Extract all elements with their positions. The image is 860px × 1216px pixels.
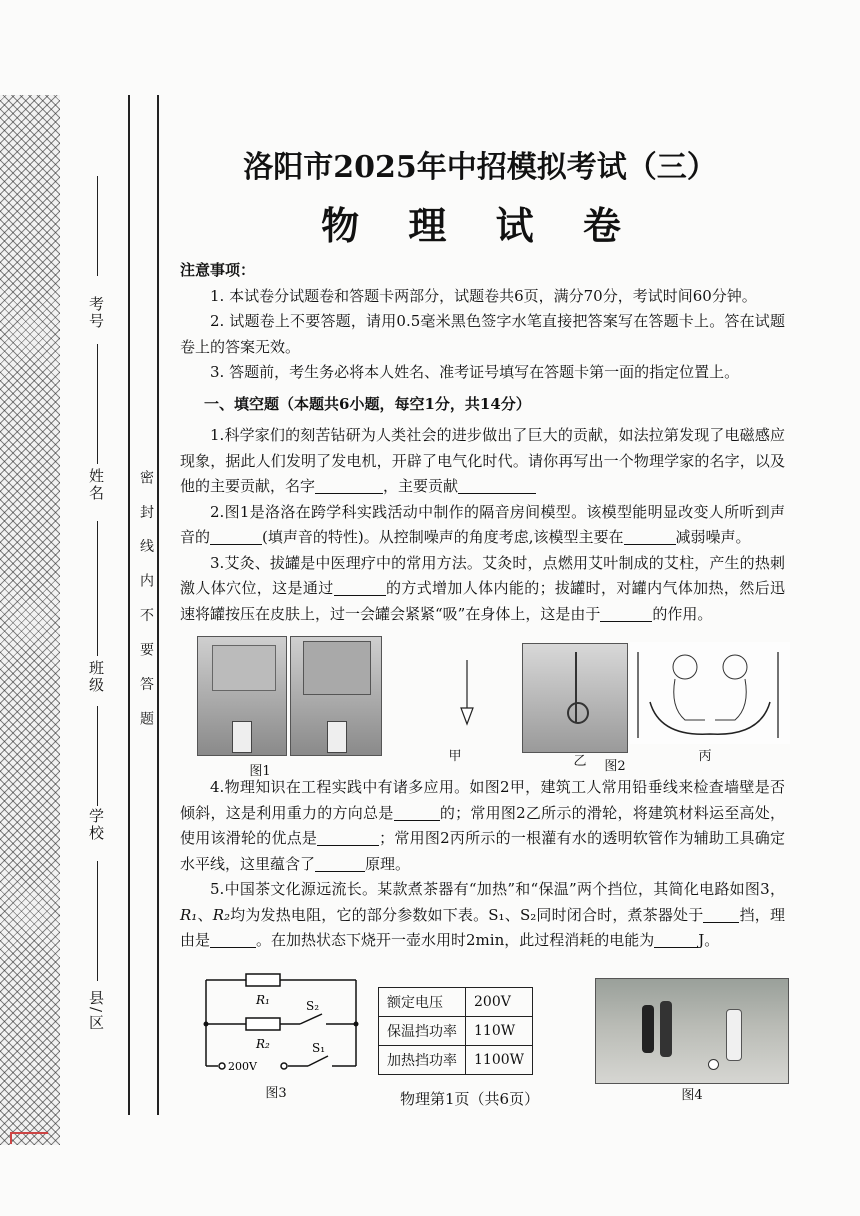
fig1-photo-a (197, 636, 287, 756)
fig3-circuit (196, 968, 366, 1078)
fig1-caption: 图1 (249, 764, 271, 779)
circuit-s1-label: S₁ (312, 1041, 326, 1055)
note-2: 2. 试题卷上不要答题，请用0.5毫米黑色签字水笔直接把答案写在答题卡上。答在试题卷上的答案无效。 (180, 312, 785, 356)
note-3: 3. 答题前，考生务必将本人姓名、准考证号填写在答题卡第一面的指定位置上。 (210, 363, 740, 381)
exam-no-label: 考号 (87, 296, 105, 330)
circuit-r1-label: R₁ (256, 993, 270, 1007)
table-row: 额定电压 200V (379, 988, 533, 1017)
county-label: 县/区 (87, 990, 105, 1032)
seal-text: 密 封 线 内 不 要 答 题 (138, 470, 154, 734)
page-footer: 物理第1页（共6页） (400, 1090, 540, 1108)
content (180, 258, 785, 627)
fig1-photo-b (290, 636, 382, 756)
question-4: 4.物理知识在工程实践中有诸多应用。如图2甲，建筑工人常用铅垂线来检查墙壁是否倾斜，这是利用重力的方向总是 的；常用图2乙所示的滑轮，将建筑材料运至高处，使用该滑轮的优点是 ；常用图2丙所示的一根灌有水的透明软管作为辅助工具确定水平线，这里蕴含了 原理。 (180, 778, 785, 873)
binding-line-right (157, 95, 159, 1115)
section-heading: 一、填空题（本题共6小题，每空1分，共14分） (204, 394, 531, 413)
class-label: 班级 (87, 660, 105, 694)
fig2-pulley-photo (522, 643, 628, 753)
fig2-jia-label: 甲 (448, 749, 462, 764)
fig2-bing-label: 丙 (698, 749, 712, 764)
name-label: 姓名 (87, 468, 105, 502)
note-1: 1. 本试卷分试题卷和答题卡两部分，试题卷共6页，满分70分，考试时间60分钟。 (210, 286, 757, 305)
fig2-hose-drawing (630, 642, 790, 744)
exam-title: 洛阳市2025年中招模拟考试（三） (243, 150, 717, 185)
fig3-caption: 图3 (265, 1086, 287, 1101)
table-row: 保温挡功率 110W (379, 1017, 533, 1046)
school-label: 学校 (87, 808, 105, 842)
question-1: 1.科学家们的刻苦钻研为人类社会的进步做出了巨大的贡献，如法拉第发现了电磁感应现象，据此人们发明了发电机，开辟了电气化时代。请你再写出一个物理学家的名字，以及他的主要贡献，名字 ，主要贡献 (180, 426, 785, 495)
question-3: 3.艾灸、拔罐是中医理疗中的常用方法。艾灸时，点燃用艾叶制成的艾柱，产生的热刺激人体穴位，这是通过 的方式增加人体内能的；拔罐时，对罐内气体加热，然后迅速将罐按压在皮肤上，过一会罐会紧紧“吸”在身体上，这是由于 的作用。 (180, 553, 785, 623)
circuit-s2-label: S₂ (306, 999, 320, 1013)
fig2-yi-label: 乙 (573, 754, 587, 769)
notes-heading: 注意事项： (180, 261, 256, 279)
binding-line-left (128, 95, 130, 1115)
plumb-bob-drawing (455, 660, 479, 730)
fig4-photo (595, 978, 789, 1084)
red-corner-mark (10, 1132, 48, 1144)
school-blank (88, 855, 106, 981)
exam-no-field (88, 170, 106, 276)
subject-title: 物 理 试 卷 (321, 203, 639, 248)
binding-hatch (0, 95, 60, 1145)
question-2: 2.图1是洛洛在跨学科实践活动中制作的隔音房间模型。该模型能明显改变人所听到声音的 (填声音的特性)。从控制噪声的角度考虑,该模型主要在 减弱噪声。 (180, 502, 785, 546)
content-lower (180, 775, 785, 954)
class-blank (88, 700, 106, 806)
circuit-r2-label: R₂ (256, 1037, 270, 1051)
fig2-caption: 图2 (604, 759, 626, 774)
table-row: 加热挡功率 1100W (379, 1046, 533, 1075)
circuit-voltage-label: 200V (228, 1060, 257, 1073)
exam-no-blank (88, 338, 106, 464)
parameter-table (378, 987, 533, 1075)
name-blank (88, 515, 106, 656)
question-5: 5.中国茶文化源远流长。某款煮茶器有“加热”和“保温”两个挡位，其简化电路如图3，R₁、R₂均为发热电阻，它的部分参数如下表。S₁、S₂同时闭合时，煮茶器处于 挡，理由是 。在加热状态下烧开一壶水用时2min，此过程消耗的电能为 J。 (180, 880, 785, 949)
fig4-caption: 图4 (681, 1088, 703, 1103)
